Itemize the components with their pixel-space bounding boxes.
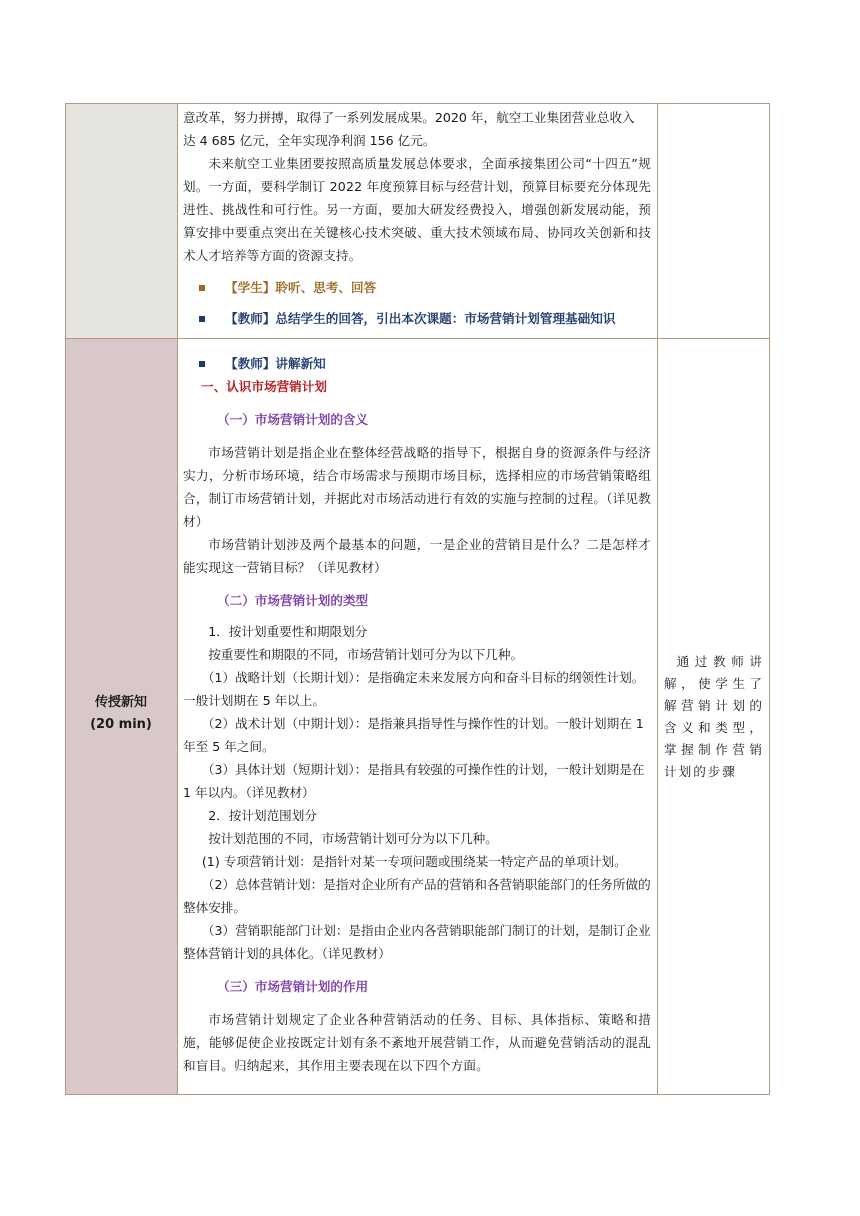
teacher-summary-text: 【教师】总结学生的回答，引出本次课题：市场营销计划管理基础知识 — [225, 311, 616, 326]
teaching-goal-note — [664, 651, 764, 783]
intro-content — [183, 106, 651, 330]
section-label-time: (20 min) — [90, 717, 152, 732]
teacher-lecture-text: 【教师】讲解新知 — [225, 356, 326, 371]
type-by-scope-intro: 按计划范围的不同，市场营销计划可分为以下几种。 — [208, 831, 498, 846]
square-bullet-icon — [199, 361, 205, 367]
intro-para1-line2: 达 4 685 亿元，全年实现净利润 156 亿元。 — [183, 133, 436, 148]
table-col-divider-2 — [657, 103, 658, 1095]
special-plan-item: (1) 专项营销计划：是指针对某一专项问题或围绕某一特定产品的单项计划。 — [201, 854, 627, 869]
section-label — [66, 692, 176, 736]
teacher-lecture-bullet — [183, 352, 651, 375]
table-border-left — [65, 103, 66, 1095]
intro-para2: 未来航空工业集团要按照高质量发展总体要求，全面承接集团公司“十四五”规划。一方面，要科学制订 2022 年度预算目标与经营计划，预算目标要充分体现先进性、挑战性和可行性。另一方面，要加大研发经费投入，增强创新发展动能，预算安排中要重点突出在关键核心技术突破、重大技术领域布局、协同攻关创新和技术人才培养等方面的资源支持。 — [183, 156, 651, 263]
definition-paragraph: 市场营销计划是指企业在整体经营战略的指导下，根据自身的资源条件与经济实力，分析市场环境，结合市场需求与预期市场目标，选择相应的市场营销策略组合，制订市场营销计划，并据此对市场活动进行有效的实施与控制的过程。（详见教材） — [183, 445, 651, 529]
strategic-plan-item: （1）战略计划（长期计划）：是指确定未来发展方向和奋斗目标的纲领性计划。一般计划期在 5 年以上。 — [183, 670, 645, 708]
lesson-content — [183, 352, 651, 1077]
department-plan-item: （3）营销职能部门计划：是指由企业内各营销职能部门制订的计划，是制订企业整体营销计划的具体化。（详见教材） — [183, 923, 651, 961]
table-border-top — [65, 103, 770, 104]
table-row-divider — [65, 338, 770, 339]
square-bullet-icon — [199, 316, 205, 322]
specific-plan-item: （3）具体计划（短期计划）：是指具有较强的可操作性的计划，一般计划期是在 1 年以内。（详见教材） — [183, 762, 645, 800]
issues-paragraph: 市场营销计划涉及两个最基本的问题，一是企业的营销目是什么？二是怎样才能实现这一营销目标？（详见教材） — [183, 537, 651, 575]
table-border-bottom — [65, 1094, 770, 1095]
heading-plan-role: （三）市场营销计划的作用 — [217, 979, 369, 994]
table-col-divider-1 — [177, 103, 178, 1095]
type-by-scope-heading: 2．按计划范围划分 — [208, 808, 317, 823]
intro-para1-line1: 意改革，努力拼搏，取得了一系列发展成果。2020 年，航空工业集团营业总收入 — [183, 110, 635, 125]
heading-plan-meaning: （一）市场营销计划的含义 — [217, 412, 369, 427]
teacher-summary-bullet — [183, 307, 651, 330]
student-bullet-text: 【学生】聆听、思考、回答 — [225, 280, 377, 295]
square-bullet-icon — [199, 285, 205, 291]
section-label-title: 传授新知 — [94, 695, 147, 710]
type-by-importance-heading: 1．按计划重要性和期限划分 — [208, 624, 368, 639]
tactical-plan-item: （2）战术计划（中期计划）：是指兼具指导性与操作性的计划。一般计划期在 1 年至 5 年之间。 — [183, 716, 644, 754]
overall-plan-item: （2）总体营销计划：是指对企业所有产品的营销和各营销职能部门的任务所做的整体安排。 — [183, 877, 651, 915]
role-paragraph: 市场营销计划规定了企业各种营销活动的任务、目标、具体指标、策略和措施，能够促使企业按既定计划有条不紊地开展营销工作，从而避免营销活动的混乱和盲目。归纳起来，其作用主要表现在以下四个方面。 — [183, 1012, 651, 1073]
table-border-right — [769, 103, 770, 1095]
heading-plan-types: （二）市场营销计划的类型 — [217, 593, 369, 608]
heading-understand-plan: 一、认识市场营销计划 — [201, 379, 327, 394]
row1-label-cell — [66, 104, 177, 338]
teaching-goal-text: 通过教师讲解，使学生了解营销计划的含义和类型，掌握制作营销计划的步骤 — [664, 654, 764, 779]
student-bullet — [183, 276, 651, 299]
type-by-importance-intro: 按重要性和期限的不同，市场营销计划可分为以下几种。 — [208, 647, 524, 662]
